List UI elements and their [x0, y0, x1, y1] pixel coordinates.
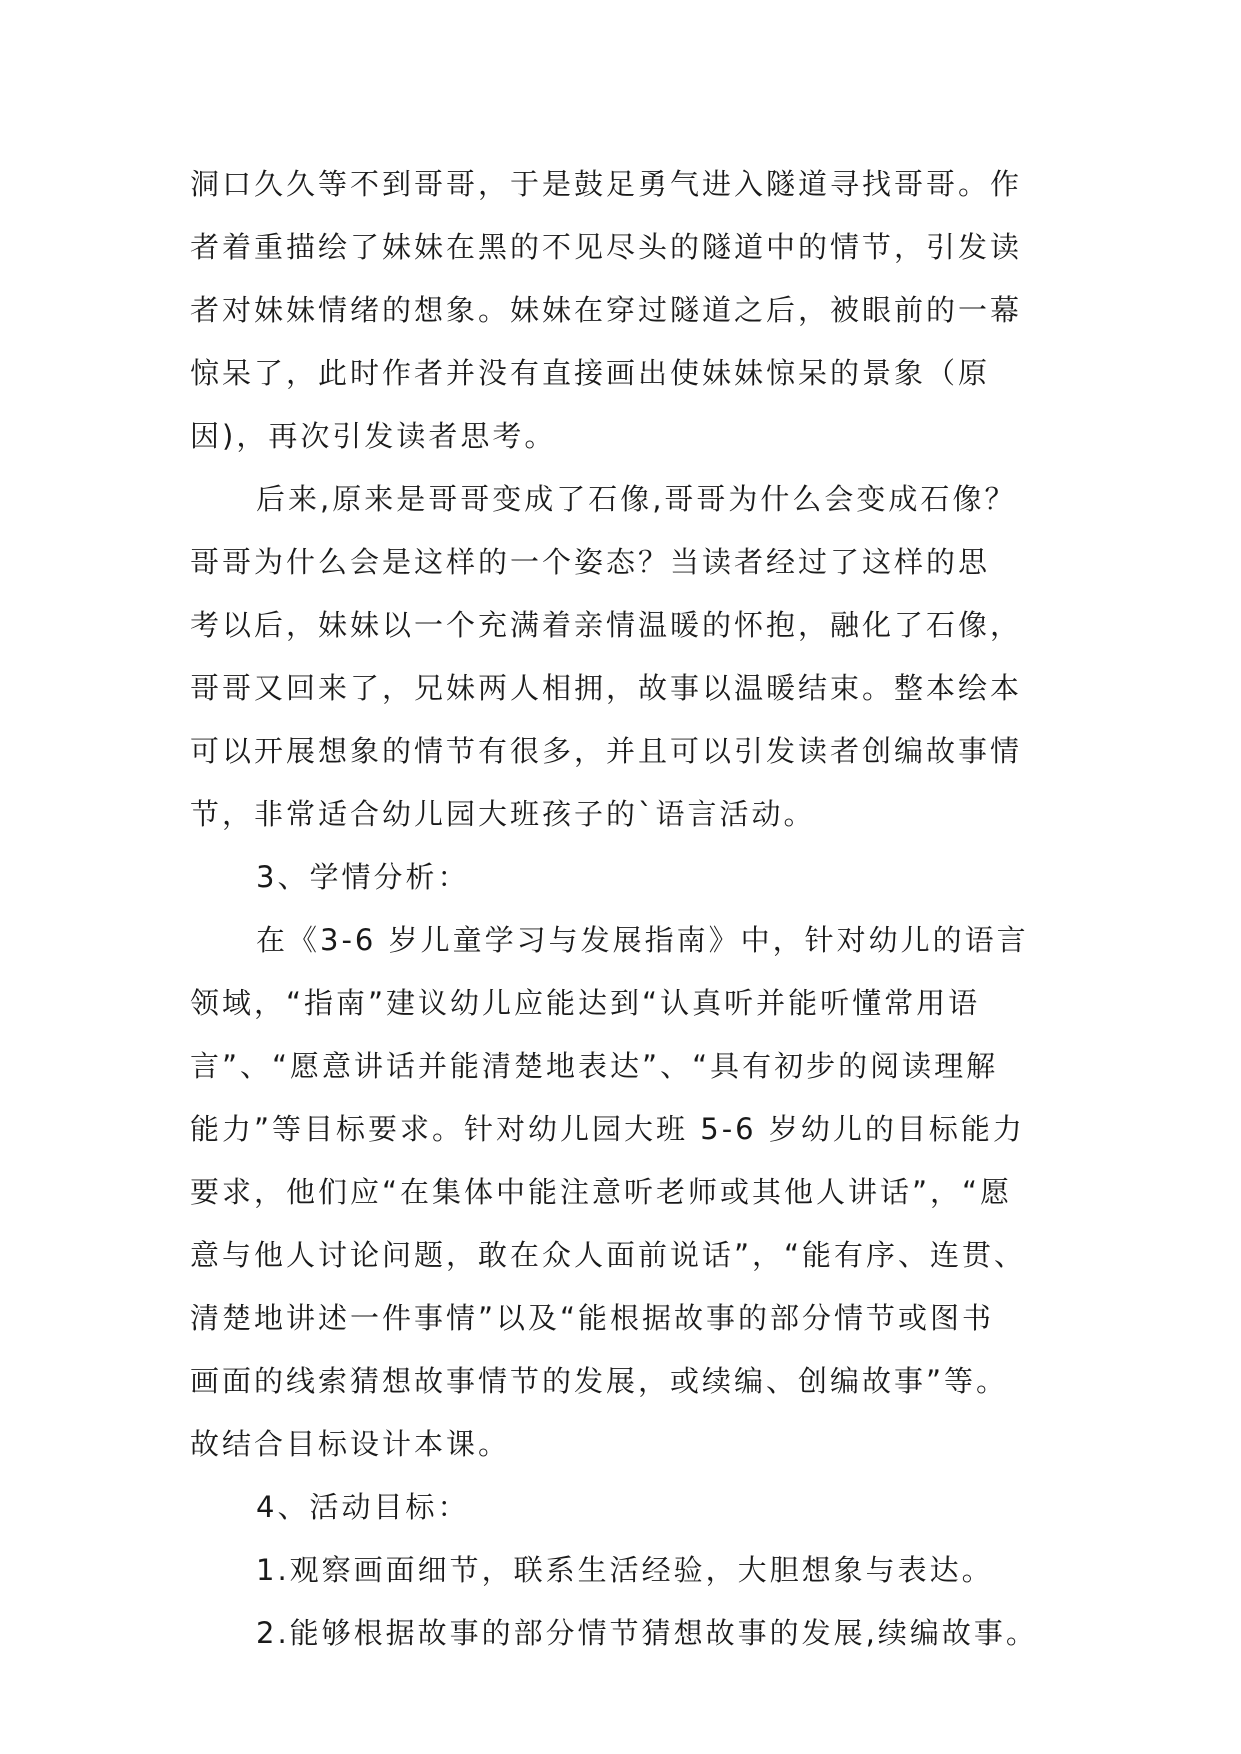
body-text — [190, 153, 1070, 1665]
text-line: 洞口久久等不到哥哥，于是鼓足勇气进入隧道寻找哥哥。作 — [190, 167, 1023, 201]
text-line: 故结合目标设计本课。 — [190, 1427, 511, 1461]
text-line: 惊呆了，此时作者并没有直接画出使妹妹惊呆的景象（原 — [190, 356, 991, 390]
text-line: 能力”等目标要求。针对幼儿园大班 5-6 岁幼儿的目标能力 — [190, 1112, 1025, 1146]
text-line: 者对妹妹情绪的想象。妹妹在穿过隧道之后，被眼前的一幕 — [190, 293, 1023, 327]
objective-item-1: 1.观察画面细节，联系生活经验，大胆想象与表达。 — [256, 1553, 994, 1587]
text-line: 因)，再次引发读者思考。 — [190, 419, 557, 453]
section-heading-4: 4、活动目标： — [256, 1490, 470, 1524]
objective-item-2: 2.能够根据故事的部分情节猜想故事的发展,续编故事。 — [256, 1616, 1038, 1650]
text-line: 清楚地讲述一件事情”以及“能根据故事的部分情节或图书 — [190, 1301, 995, 1335]
text-line: 可以开展想象的情节有很多，并且可以引发读者创编故事情 — [190, 734, 1023, 768]
text-line: 要求，他们应“在集体中能注意听老师或其他人讲话”，“愿 — [190, 1175, 1013, 1209]
text-line: 领域，“指南”建议幼儿应能达到“认真听并能听懂常用语 — [190, 986, 981, 1020]
text-line: 者着重描绘了妹妹在黑的不见尽头的隧道中的情节，引发读 — [190, 230, 1023, 264]
text-line: 节，非常适合幼儿园大班孩子的`语言活动。 — [190, 797, 816, 831]
paragraph-start-line: 后来,原来是哥哥变成了石像,哥哥为什么会变成石像？ — [256, 482, 1017, 516]
paragraph-start-line: 在《3-6 岁儿童学习与发展指南》中，针对幼儿的语言 — [256, 923, 1029, 957]
section-heading-3: 3、学情分析： — [256, 860, 470, 894]
text-line: 哥哥又回来了，兄妹两人相拥，故事以温暖结束。整本绘本 — [190, 671, 1023, 705]
text-line: 画面的线索猜想故事情节的发展，或续编、创编故事”等。 — [190, 1364, 1009, 1398]
text-line: 考以后，妹妹以一个充满着亲情温暖的怀抱，融化了石像， — [190, 608, 1023, 642]
text-line: 意与他人讨论问题，敢在众人面前说话”，“能有序、连贯、 — [190, 1238, 1027, 1272]
text-line: 言”、“愿意讲话并能清楚地表达”、“具有初步的阅读理解 — [190, 1049, 999, 1083]
text-line: 哥哥为什么会是这样的一个姿态？当读者经过了这样的思 — [190, 545, 991, 579]
